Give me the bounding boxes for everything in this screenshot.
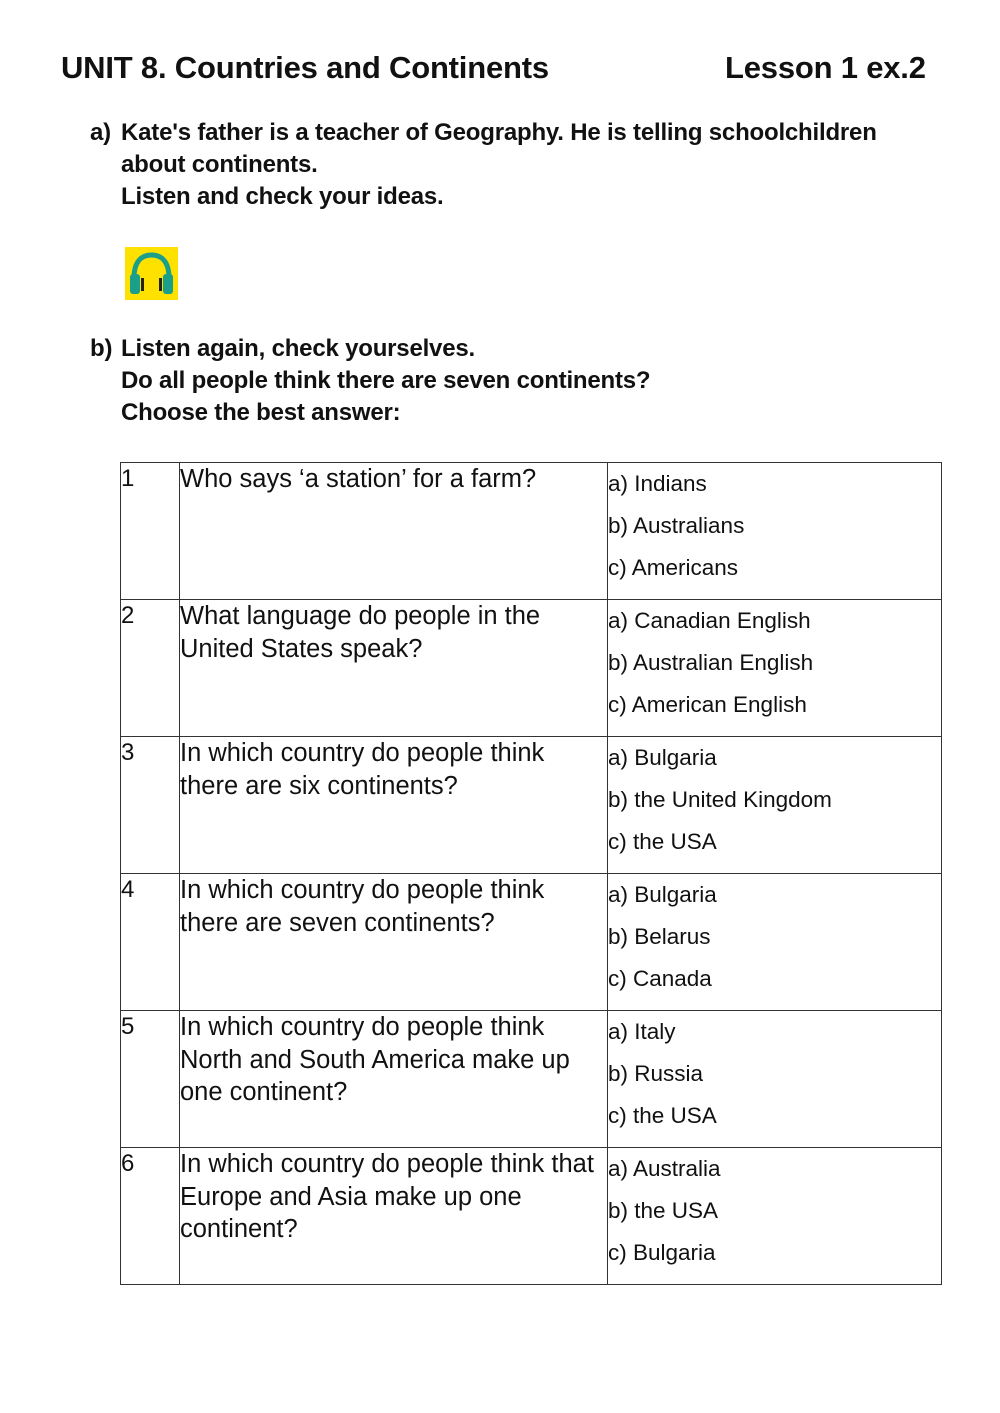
- question-text: In which country do people think North and South America make up one continent?: [180, 1011, 608, 1148]
- question-row: [121, 1148, 942, 1285]
- answer-option[interactable]: b) the USA: [608, 1198, 719, 1223]
- answer-option[interactable]: a) Italy: [608, 1019, 676, 1044]
- task-a-letter: a): [90, 119, 111, 146]
- question-number: 4: [121, 874, 180, 1011]
- answer-option[interactable]: b) Australian English: [608, 650, 814, 675]
- lesson-label: Lesson 1 ex.2: [725, 50, 926, 85]
- audio-play-button[interactable]: [125, 247, 178, 300]
- answer-option[interactable]: a) Australia: [608, 1156, 721, 1181]
- answer-option[interactable]: b) Australians: [608, 513, 745, 538]
- answer-options: [608, 737, 942, 874]
- answer-option[interactable]: c) the USA: [608, 829, 717, 854]
- task-b-letter: b): [90, 335, 113, 362]
- question-text: What language do people in the United States speak?: [180, 600, 608, 737]
- answer-option[interactable]: a) Indians: [608, 471, 707, 496]
- question-text: In which country do people think there are seven continents?: [180, 874, 608, 1011]
- question-row: [121, 737, 942, 874]
- answer-option[interactable]: c) Bulgaria: [608, 1240, 716, 1265]
- task-b-line: Listen again, check yourselves.: [121, 335, 475, 362]
- answer-option[interactable]: c) Canada: [608, 966, 712, 991]
- headphones-icon: [125, 247, 178, 300]
- answer-option[interactable]: c) Americans: [608, 555, 739, 580]
- question-row: [121, 463, 942, 600]
- answer-options: [608, 1011, 942, 1148]
- quiz-table: [120, 462, 942, 1285]
- question-row: [121, 874, 942, 1011]
- unit-title: UNIT 8. Countries and Continents: [61, 50, 549, 85]
- task-b-line: Do all people think there are seven continents?: [121, 367, 651, 394]
- question-number: 5: [121, 1011, 180, 1148]
- answer-options: [608, 463, 942, 600]
- answer-option[interactable]: a) Bulgaria: [608, 882, 717, 907]
- question-row: [121, 600, 942, 737]
- question-row: [121, 1011, 942, 1148]
- question-number: 3: [121, 737, 180, 874]
- answer-options: [608, 874, 942, 1011]
- question-number: 1: [121, 463, 180, 600]
- task-a-line: about continents.: [121, 151, 318, 178]
- answer-option[interactable]: c) American English: [608, 692, 807, 717]
- question-text: In which country do people think that Europe and Asia make up one continent?: [180, 1148, 608, 1285]
- answer-option[interactable]: a) Canadian English: [608, 608, 811, 633]
- question-number: 2: [121, 600, 180, 737]
- answer-option[interactable]: b) Russia: [608, 1061, 704, 1086]
- answer-options: [608, 1148, 942, 1285]
- task-b-instructions: [90, 333, 960, 429]
- task-a-line: Listen and check your ideas.: [121, 183, 444, 210]
- answer-option[interactable]: c) the USA: [608, 1103, 717, 1128]
- task-b-line: Choose the best answer:: [121, 399, 401, 426]
- answer-options: [608, 600, 942, 737]
- question-text: In which country do people think there are six continents?: [180, 737, 608, 874]
- answer-option[interactable]: a) Bulgaria: [608, 745, 717, 770]
- question-number: 6: [121, 1148, 180, 1285]
- question-text: Who says ‘a station’ for a farm?: [180, 463, 608, 600]
- answer-option[interactable]: b) Belarus: [608, 924, 711, 949]
- task-a-line: Kate's father is a teacher of Geography. He is telling schoolchildren: [121, 119, 877, 146]
- answer-option[interactable]: b) the United Kingdom: [608, 787, 832, 812]
- task-a-instructions: [90, 117, 960, 213]
